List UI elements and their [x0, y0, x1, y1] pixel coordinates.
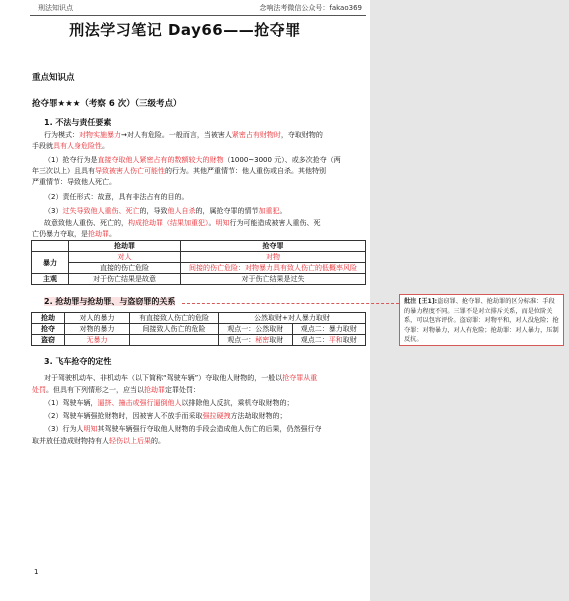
- table-cell: 对物的暴力: [65, 324, 130, 335]
- table-cell: 无暴力: [65, 335, 130, 346]
- header-rule: [30, 15, 366, 16]
- text: （3）行为人: [44, 425, 84, 433]
- text: 亡仍暴力夺取，是: [32, 230, 88, 238]
- s3-heading: 3. 飞车抢夺的定性: [44, 357, 112, 366]
- text: 行为可能造成被害人重伤、死: [229, 219, 321, 227]
- text: （1）抢夺行为是: [44, 156, 98, 164]
- text: 定罪处罚：: [165, 386, 200, 394]
- text: →对人有危险。一般而言，当被害人: [121, 131, 232, 139]
- text: 年三次以上）且具有: [32, 167, 95, 175]
- s1-p2a: [44, 155, 341, 165]
- s3-p1a: [44, 373, 317, 383]
- red-text: 他人自杀: [167, 207, 196, 215]
- text: 对于伤亡结果是过失: [241, 275, 305, 283]
- text: 的行为。其他严重情节：他人重伤或自杀。其他特别: [165, 167, 326, 175]
- text: 取并放任造成财物持有人: [32, 437, 109, 445]
- header-left: 刑法知识点: [38, 4, 73, 12]
- table-row: [32, 324, 366, 335]
- table-cell: 对人: [69, 252, 181, 263]
- s1-p1a: [44, 130, 323, 140]
- s1-p2b: [32, 166, 326, 176]
- table-cell: [130, 335, 219, 346]
- row-label: 抢劫: [32, 313, 65, 324]
- red-text: 处罚: [32, 386, 46, 394]
- table-cell: [32, 241, 69, 252]
- header-right: 念响法考微信公众号：fakao369: [259, 4, 362, 12]
- table-row: [32, 335, 366, 346]
- table-row: [32, 313, 366, 324]
- red-text: 秘密: [255, 336, 270, 344]
- table-row: [32, 252, 366, 263]
- red-text: 抢劫罪: [144, 386, 165, 394]
- s1-p1b: [32, 141, 109, 151]
- text: 取财: [342, 336, 357, 344]
- text: 手段就: [32, 142, 53, 150]
- table-cell: 观点一：公然取财: [219, 324, 293, 335]
- red-text: 轻伤以上后果: [109, 437, 151, 445]
- red-text: 具有人身危险性: [53, 142, 102, 150]
- s1-p2c: 严重情节：导致他人死亡。: [32, 178, 116, 186]
- red-text: 对物实施暴力: [79, 131, 121, 139]
- table-cell: [292, 335, 366, 346]
- table-cell: 直接的伤亡危险: [69, 263, 181, 274]
- red-text: 导致被害人伤亡可能性: [95, 167, 165, 175]
- text: 的，导致: [139, 207, 168, 215]
- row-label: 抢夺: [32, 324, 65, 335]
- red-text: 明知: [215, 219, 230, 227]
- table-header: 抢劫罪: [69, 241, 181, 252]
- table-cell: [219, 335, 293, 346]
- table-cell: [181, 274, 366, 285]
- red-text: 紧密占有财物时: [231, 131, 281, 139]
- s2-heading: [44, 296, 175, 307]
- comment-connector: [182, 303, 399, 304]
- s3-p4a: [44, 424, 321, 434]
- text: （1000~3000 元）、或多次抢夺（两: [223, 156, 341, 164]
- text: 取财: [269, 336, 284, 344]
- text: 的，属抢夺罪的情节: [195, 207, 259, 215]
- text: 行为模式：: [44, 131, 79, 139]
- text: 。: [208, 219, 216, 227]
- text: ，夺取财物的: [280, 131, 323, 139]
- red-text: 逼挤、撞击或强行逼倒他人: [97, 399, 182, 407]
- red-text: 平和: [328, 336, 343, 344]
- table-row: [32, 263, 366, 274]
- text: （1）驾驶车辆，: [44, 399, 98, 407]
- red-text: 强拉硬拽: [202, 412, 231, 420]
- s3-p2: [44, 398, 293, 408]
- s1-heading: 1. 不法与责任要素: [44, 118, 112, 127]
- table-row: [32, 274, 366, 285]
- text: （2）驾驶车辆强抢财物时，因被害人不放手而采取: [44, 412, 203, 420]
- s3-p1b: [32, 385, 200, 395]
- text: 观点二：: [300, 336, 329, 344]
- s1-p5a: [44, 218, 321, 228]
- s3-p3: [44, 411, 286, 421]
- row-label: 主观: [32, 274, 69, 285]
- s1-p3: （2）责任形式：故意，具有非法占有的目的。: [44, 193, 189, 201]
- text: 故意致他人重伤、死亡的，: [44, 219, 128, 227]
- text: 。: [109, 230, 116, 238]
- text: 以排除他人反抗，乘机夺取财物的；: [181, 399, 294, 407]
- table-cell: 对物: [181, 252, 366, 263]
- red-text: 抢夺罪从重: [282, 374, 318, 382]
- table-cell: 有直接致人伤亡的危险: [130, 313, 219, 324]
- text: 对于伤亡结果是故意: [93, 275, 156, 283]
- key-points-heading: 重点知识点: [32, 73, 75, 83]
- text: 。: [102, 142, 109, 150]
- comment-text: 盗窃罪、抢夺罪、抢劫罪的区分标准：手段的暴力程度不同。三罪不是对立排斥关系，而是位阶关系，可以包容评价。盗窃罪：对物平和，对人没危险；抢夺罪：对物暴力，对人有危险；抢劫罪：对人暴力，压制反抗。: [404, 298, 559, 343]
- s3-p4b: [32, 436, 165, 446]
- text: 其驾驶车辆强行夺取他人财物的手段会造成他人伤亡的后果，仍然强行夺: [97, 425, 322, 433]
- red-text: 过失导致他人重伤、死亡: [62, 207, 140, 215]
- text: 。但具有下列情形之一，应当以: [46, 386, 144, 394]
- table-cell: 观点二：暴力取财: [292, 324, 366, 335]
- red-text: 直接夺取他人紧密占有的数额较大的财物: [97, 156, 224, 164]
- red-text: 抢劫罪: [88, 230, 109, 238]
- s1-p5b: [32, 229, 116, 239]
- comment-balloon[interactable]: [399, 294, 564, 346]
- comment-label: 批注 [王1]:: [404, 298, 438, 305]
- table-header: 抢夺罪: [181, 241, 366, 252]
- text: 对于驾驶机动车、非机动车（以下简称“驾驶车辆”）夺取他人财物的，一般以: [44, 374, 283, 382]
- table-cell: 间接的伤亡危险：对物暴力具有致人伤亡的低概率风险: [181, 263, 366, 274]
- table-row: [32, 241, 366, 252]
- row-label: 盗窃: [32, 335, 65, 346]
- text: 观点一：: [227, 336, 256, 344]
- table-cell: 公然取财+对人暴力取财: [219, 313, 366, 324]
- comparison-table-2: [31, 312, 366, 346]
- section-title: 抢夺罪★★★（考察 6 次）（三级考点）: [32, 99, 182, 109]
- page-title: 刑法学习笔记 Day66——抢夺罪: [69, 21, 301, 39]
- table-cell: 间接致人伤亡的危险: [130, 324, 219, 335]
- table-cell: [69, 274, 181, 285]
- comparison-table-1: [31, 240, 366, 285]
- red-text: 加重犯: [258, 207, 280, 215]
- page-number: 1: [34, 568, 39, 576]
- row-label: 暴力: [32, 252, 69, 274]
- text: 方法劫取财物的；: [230, 412, 287, 420]
- red-text: 构成抢劫罪（结果加重犯）: [128, 219, 209, 227]
- red-text: 明知: [83, 425, 98, 433]
- text: 的。: [151, 437, 165, 445]
- table-cell: 对人的暴力: [65, 313, 130, 324]
- text: 。: [279, 207, 287, 215]
- text: （3）: [44, 207, 63, 215]
- highlighted-text: 2. 抢劫罪与抢劫罪、与盗窃罪的关系: [44, 297, 176, 306]
- s1-p4: [44, 206, 286, 216]
